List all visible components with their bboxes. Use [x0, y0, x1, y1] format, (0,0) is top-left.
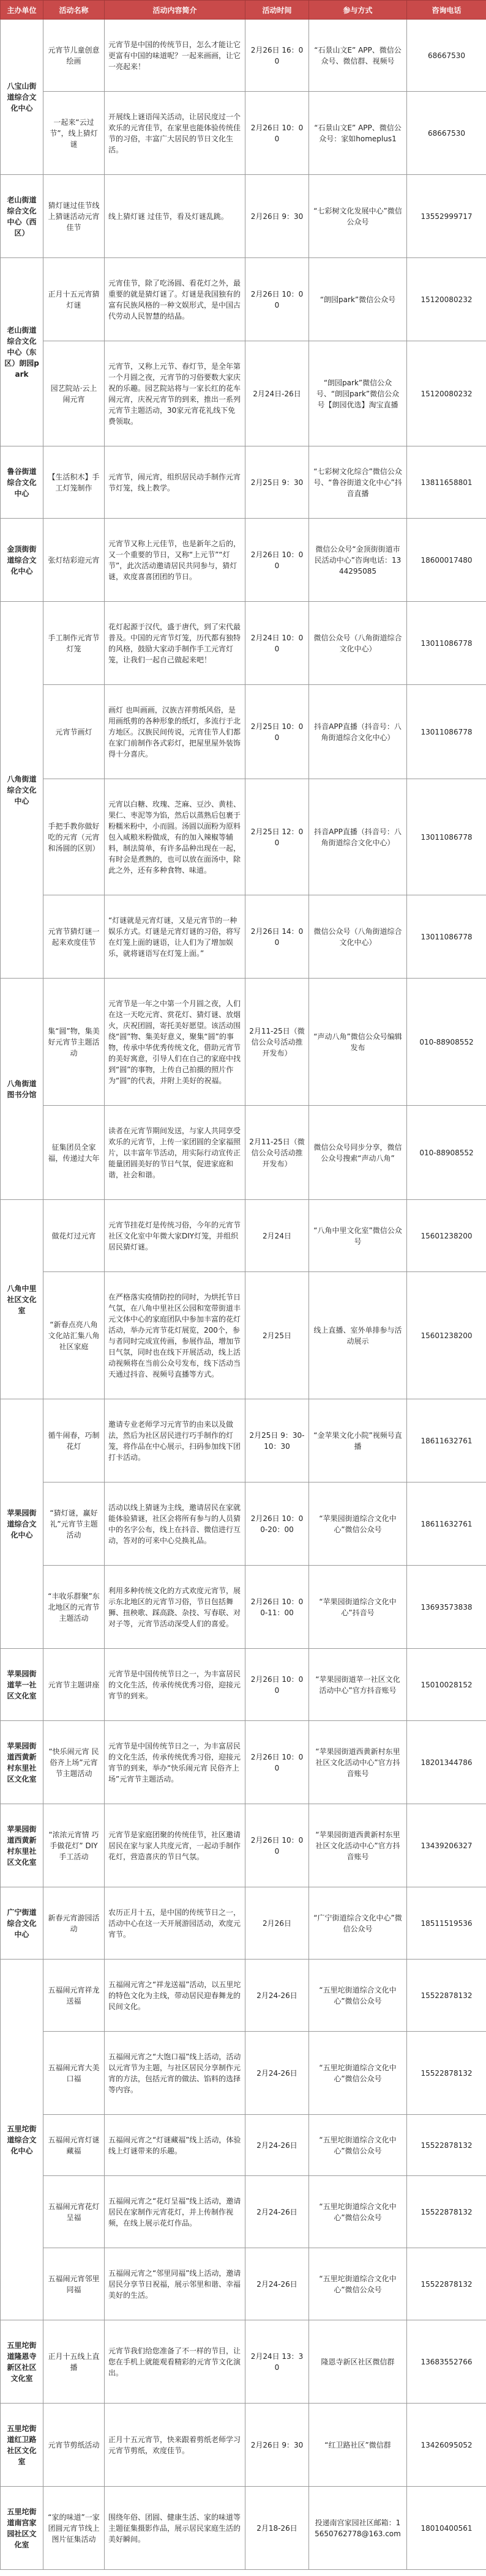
activity-name-cell: “快乐闹元宵 民俗齐上场”元宵节主题活动	[43, 1721, 105, 1804]
activity-time-cell: 2月25日	[245, 1272, 309, 1399]
activity-intro-cell: 围绕年俗、团圆、健康生活、家的味道等主题征集摄影作品，展示居民家庭生活的美好瞬间。	[105, 2487, 245, 2570]
participation-method-cell: 抖音APP直播（抖音号：八角街道综合文化中心）	[309, 685, 407, 779]
activity-name-cell: “猜灯谜，赢好礼”元宵节主题活动	[43, 1482, 105, 1566]
activity-intro-cell: 开展线上谜语闯关活动，让居民度过一个欢乐的元宵佳节，在家里也能体验传统佳节的习俗，丰富广大居民的节日文化生活。	[105, 92, 245, 175]
activity-intro-cell: 元宵节，闹元宵，组织居民动手制作元宵节灯笼，线上教学。	[105, 446, 245, 519]
table-row	[1, 1106, 486, 1200]
activity-time-cell: 2月26日 14：00	[245, 895, 309, 979]
contact-phone-cell: 15601238200	[407, 1200, 486, 1272]
participation-method-cell: 隆恩寺新区社区微信群	[309, 2320, 407, 2404]
activity-name-cell: 正月十五线上直播	[43, 2320, 105, 2404]
activity-intro-cell: 元宵节挂花灯是传统习俗，今年的元宵节社区文化室中年微大家DIY灯笼，并组织居民猜灯谜。	[105, 1200, 245, 1272]
participation-method-cell: 微信公众号（八角街道综合文化中心）	[309, 895, 407, 979]
host-cell: 八角街道综合文化中心	[1, 602, 43, 979]
activity-name-cell: 元宵节剪纸活动	[43, 2404, 105, 2487]
activity-time-cell: 2月18-26日	[245, 2487, 309, 2570]
contact-phone-cell: 15120080232	[407, 258, 486, 341]
contact-phone-cell: 15601238200	[407, 1272, 486, 1399]
table-body	[1, 20, 486, 2570]
activity-intro-cell: “灯谜就是元宵灯谜，又是元宵节的一种娱乐方式。灯谜是元宵灯谜的习俗，将写在灯笼上面的谜语，让人们为了增加娱乐，就将谜语写在灯笼上面。”	[105, 895, 245, 979]
table-row	[1, 2115, 486, 2176]
host-cell: 八宝山街道综合文化中心	[1, 20, 43, 175]
activity-name-cell: 五福闹元宵花灯呈福	[43, 2176, 105, 2248]
contact-phone-cell: 13426095052	[407, 2404, 486, 2487]
activity-time-cell: 2月26日	[245, 1887, 309, 1960]
participation-method-cell: “八角中里文化室”微信公众号	[309, 1200, 407, 1272]
activity-intro-cell: 五福闹元宵之“祥龙送福”活动，以五里坨的特色文化为主线，带动居民迎春舞龙的民间文化。	[105, 1960, 245, 2032]
table-row	[1, 1200, 486, 1272]
participation-method-cell: “苹果园街道西黄新村东里社区文化活动中心”官方抖音账号	[309, 1804, 407, 1887]
participation-method-cell: “石景山文E” APP、微信公众号、微信群、视频号	[309, 20, 407, 92]
activity-name-cell: 元宵节画灯	[43, 685, 105, 779]
host-cell: 老山街道综合文化中心（西区）	[1, 175, 43, 258]
activity-time-cell: 2月26日 10：00	[245, 1721, 309, 1804]
contact-phone-cell: 13811658801	[407, 446, 486, 519]
activity-name-cell: 手工制作元宵节灯笼	[43, 602, 105, 685]
activity-time-cell: 2月26日 10：00-20：00	[245, 1482, 309, 1566]
activity-intro-cell: 活动以线上猜谜为主线，邀请居民在家就能体验猜谜，社区会将所有参与的人员猜中的名字公布，线上在抖音、微信进行互动，答对的可来中心兑换礼品。	[105, 1482, 245, 1566]
contact-phone-cell: 010-88908552	[407, 1106, 486, 1200]
activity-intro-cell: 线上猜灯谜 过佳节，看及灯谜乱跳。	[105, 175, 245, 258]
activity-time-cell: 2月26日 10：00	[245, 519, 309, 602]
activity-name-cell: 元宵节儿童创意绘画	[43, 20, 105, 92]
table-header-row	[1, 1, 486, 20]
host-cell: 八角街道图书分馆	[1, 979, 43, 1200]
table-row	[1, 2032, 486, 2115]
table-row	[1, 446, 486, 519]
host-cell: 五里坨街道红卫路社区文化室	[1, 2404, 43, 2487]
activity-intro-cell: 邀请专业老师学习元宵节的由来以及做法，然后为社区居民进行巧手制作的灯笼，将作品在中心展示，扫码参加线下团打卡活动。	[105, 1399, 245, 1482]
table-row	[1, 175, 486, 258]
table-row	[1, 519, 486, 602]
activity-intro-cell: 五福闹元宵之“邻里同福”线上活动，邀请居民分享节日祝福，展示邻里和谐、幸福美好的生活。	[105, 2248, 245, 2320]
table-row	[1, 92, 486, 175]
activity-name-cell: “新春点亮八角文化站汇集八角社区家庭	[43, 1272, 105, 1399]
participation-method-cell: “苹果园街道综合文化中心”微信公众号	[309, 1482, 407, 1566]
contact-phone-cell: 18611632761	[407, 1399, 486, 1482]
activity-intro-cell: 五福闹元宵之“大饱口福”线上活动，活动以元宵节为主题，与社区居民分享制作元宵的方法，包括元宵的做法、馅料的选择等内容。	[105, 2032, 245, 2115]
participation-method-cell: “苹果园街道西黄新村东里社区文化活动中心”官方抖音账号	[309, 1721, 407, 1804]
contact-phone-cell: 68667530	[407, 20, 486, 92]
activity-intro-cell: 元宵节是一年之中第一个月圆之夜，人们在这一天吃元宵、赏花灯、猜灯谜、放烟火，庆祝团圆，寄托美好愿望。该活动围绕“圆”物、集美好意义，聚集“圆”的事物，传承中华优秀传统文化，借助元宵节的美好寓意，引导人们在自己的家庭中找到“圆”的事物，上传自己拍摄的照片作为“圆”的代表，并附上美好的祝福。	[105, 979, 245, 1106]
participation-method-cell: “石景山文E” APP、微信公众号：家如homeplus1	[309, 92, 407, 175]
host-cell: 老山街道综合文化中心（东区）朗园park	[1, 258, 43, 446]
activity-intro-cell: 五福闹元宵之“灯谜藏福”线上活动，体验线上灯谜带来的乐趣。	[105, 2115, 245, 2176]
table-row	[1, 1721, 486, 1804]
activity-time-cell: 2月24-26日	[245, 1960, 309, 2032]
activity-time-cell: 2月24-26日	[245, 2176, 309, 2248]
activity-name-cell: 手把手教你做好吃的元宵（元宵和汤圆的区别）	[43, 779, 105, 895]
table-row	[1, 779, 486, 895]
header-name: 活动名称	[43, 1, 105, 20]
table-row	[1, 979, 486, 1106]
activity-time-cell: 2月26日 10：00	[245, 1649, 309, 1721]
activity-time-cell: 2月24日	[245, 1200, 309, 1272]
table-row	[1, 20, 486, 92]
contact-phone-cell: 18600017480	[407, 519, 486, 602]
header-phone: 咨询电话	[407, 1, 486, 20]
participation-method-cell: “五里坨街道综合文化中心”微信公众号	[309, 2115, 407, 2176]
contact-phone-cell: 15522878132	[407, 2032, 486, 2115]
contact-phone-cell: 68667530	[407, 92, 486, 175]
activity-time-cell: 2月24-26日	[245, 2248, 309, 2320]
activity-time-cell: 2月25日 9：30	[245, 446, 309, 519]
activity-name-cell: “丰收乐群聚”东北地区的元宵节主题活动	[43, 1566, 105, 1649]
activity-name-cell: 做花灯过元宵	[43, 1200, 105, 1272]
activity-time-cell: 2月24-26日	[245, 2115, 309, 2176]
activity-name-cell: 五福闹元宵大美口福	[43, 2032, 105, 2115]
contact-phone-cell: 15010028152	[407, 1649, 486, 1721]
participation-method-cell: 微信公众号“金顶街街道市民活动中心”咨询电话：1344295085	[309, 519, 407, 602]
contact-phone-cell: 18010400561	[407, 2487, 486, 2570]
table-row	[1, 685, 486, 779]
table-row	[1, 1887, 486, 1960]
activity-name-cell: 集“圆”物，集美好元宵节主题活动	[43, 979, 105, 1106]
participation-method-cell: “苹果园街道苹一社区文化活动中心”官方抖音账号	[309, 1649, 407, 1721]
activity-intro-cell: 元宵佳节，除了吃汤圆、看花灯之外，最重要的就是猜灯谜了。灯谜是我国独有的富有民族风格的一种文娱形式，是中国古代劳动人民智慧的结晶。	[105, 258, 245, 341]
activity-intro-cell: 农历正月十五，是中国的传统节日之一，活动中心在这一天开展游园活动，欢度元宵节。	[105, 1887, 245, 1960]
contact-phone-cell: 010-88908552	[407, 979, 486, 1106]
activity-intro-cell: 元宵节又称上元佳节，也是新年之后的，又一个重要的节日，又称“上元节”“灯节”，此次活动邀请居民共同参与，猜灯谜，欢度喜喜团团的节日。	[105, 519, 245, 602]
host-cell: 五里坨街道隆恩寺新区社区文化室	[1, 2320, 43, 2404]
table-row	[1, 1804, 486, 1887]
activity-intro-cell: 元宵节是中国传统节日之一，为丰富居民的文化生活，传承传统优秀习俗，迎接元宵节的到来。	[105, 1649, 245, 1721]
host-cell: 八角中里社区文化室	[1, 1200, 43, 1399]
activity-name-cell: 征集团员全家福，传递过大年	[43, 1106, 105, 1200]
header-intro: 活动内容简介	[105, 1, 245, 20]
activity-time-cell: 2月25日 10：00	[245, 685, 309, 779]
host-cell: 苹果园街道苹一社区文化室	[1, 1649, 43, 1721]
activity-name-cell: 【生活积木】手工灯笼制作	[43, 446, 105, 519]
activity-time-cell: 2月24日-26日	[245, 341, 309, 446]
header-time: 活动时间	[245, 1, 309, 20]
activity-intro-cell: 利用多种传统文化的方式欢度元宵节，展示东北地区的元宵节习俗，节日包括舞狮、扭秧歌、踩高跷、杂技、写春联、对对子等，元宵节活动深受人们的喜爱。	[105, 1566, 245, 1649]
table-row	[1, 1272, 486, 1399]
activity-time-cell: 2月26日 10：00	[245, 1804, 309, 1887]
activity-name-cell: 猜灯谜过佳节线上猜谜活动元宵佳节	[43, 175, 105, 258]
contact-phone-cell: 13011086778	[407, 895, 486, 979]
activity-time-cell: 2月11-25日（微信公众号活动推开发布）	[245, 979, 309, 1106]
table-row	[1, 2404, 486, 2487]
activity-intro-cell: 元宵以白糖、玫瑰、芝麻、豆沙、黄桂、果仁、枣泥等为馅，然后以蒸熟后包裹于粉糯米粉中，小而圆。汤圆以面粉为原料包入咸粮米粉做成，有的加入辣椒等辅料，制法简单，有许多品种出现在一起，有时会是煮熟的，也可以放在面汤中，除此之外，还有多种食物、味道。	[105, 779, 245, 895]
activity-intro-cell: 花灯起源于汉代，盛于唐代，到了宋代最普及。中国的元宵节灯笼，历代都有独特的风格，鼓励大家动手制作手工元宵灯笼，让我们一起自己做起来吧！	[105, 602, 245, 685]
activity-name-cell: 五福闹元宵祥龙送福	[43, 1960, 105, 2032]
activity-name-cell: 园艺院站·云上闹元宵	[43, 341, 105, 446]
activity-time-cell: 2月26日 10：00-11：00	[245, 1566, 309, 1649]
host-cell: 五里坨街道南宫家园社区文化室	[1, 2487, 43, 2570]
activity-time-cell: 2月24-26日	[245, 2032, 309, 2115]
activity-time-cell: 2月25日 12：00	[245, 779, 309, 895]
activity-name-cell: “浓浓元宵情 巧手做花灯” DIY手工活动	[43, 1804, 105, 1887]
contact-phone-cell: 18611632761	[407, 1482, 486, 1566]
activity-name-cell: 正月十五元宵猜灯谜	[43, 258, 105, 341]
participation-method-cell: “朗园park”微信公众号、“朗园park”微信公众号【朗园优选】淘宝直播	[309, 341, 407, 446]
table-row	[1, 895, 486, 979]
contact-phone-cell: 15522878132	[407, 2115, 486, 2176]
participation-method-cell: 投递南宫家园社区邮箱：15650762778@163.com	[309, 2487, 407, 2570]
contact-phone-cell: 15522878132	[407, 2176, 486, 2248]
activity-time-cell: 2月26日 9：30	[245, 2404, 309, 2487]
activity-intro-cell: 元宵节是中国的传统节日，怎么才能让它更富有中国的味道呢？一起来画画，让它一亮起来！	[105, 20, 245, 92]
contact-phone-cell: 13011086778	[407, 685, 486, 779]
contact-phone-cell: 13552999717	[407, 175, 486, 258]
participation-method-cell: “金苹果文化小院”视频号直播	[309, 1399, 407, 1482]
table-row	[1, 2320, 486, 2404]
contact-phone-cell: 13011086778	[407, 602, 486, 685]
contact-phone-cell: 15522878132	[407, 2248, 486, 2320]
table-row	[1, 1649, 486, 1721]
activity-time-cell: 2月26日 10：00	[245, 258, 309, 341]
host-cell: 鲁谷街道综合文化中心	[1, 446, 43, 519]
table-row	[1, 2176, 486, 2248]
header-host: 主办单位	[1, 1, 43, 20]
table-row	[1, 1566, 486, 1649]
activity-intro-cell: 元宵节，又称上元节、春灯节，是全年第一个月圆之夜，元宵节的习俗要数大家庆祝的乐趣。园艺院站将与一家长红的花车闹元宵，庆祝元宵节的到来，推出一系列元宵节主题活动，30家元宵花礼线下免费领取。	[105, 341, 245, 446]
host-cell: 苹果园街道西黄新村东里社区文化室	[1, 1804, 43, 1887]
activity-intro-cell: 正月十五元宵节，快来跟着剪纸老师学习元宵节剪纸，欢度佳节。	[105, 2404, 245, 2487]
participation-method-cell: “红卫路社区”微信群	[309, 2404, 407, 2487]
activity-intro-cell: 读者在元宵节期间发送，与家人共同享受欢乐的元宵节，上传一家团圆的全家福照片，以丰富年节活动，用实际行动宣传正能量团圆美好的节日气氛，促进家庭和谐，社会和谐。	[105, 1106, 245, 1200]
participation-method-cell: “五里坨街道综合文化中心”微信公众号	[309, 2176, 407, 2248]
participation-method-cell: “朗园park”微信公众号	[309, 258, 407, 341]
activity-name-cell: “家的味道”一家团圆元宵节线上图片征集活动	[43, 2487, 105, 2570]
activity-intro-cell: 元宵节是中国传统节日之一，为丰富居民的文化生活，传承传统优秀习俗，迎接元宵节的到来，举办“快乐闹元宵 民俗齐上场”元宵节主题活动。	[105, 1721, 245, 1804]
header-method: 参与方式	[309, 1, 407, 20]
activity-intro-cell: 画灯 也叫画画，汉族吉祥剪纸风俗，是用画纸剪的各种形象的纸灯，多流行于北方地区。汉族民间传说，元宵佳节人们都在家门前制作各式彩灯，把屋里屋外装饰得十分喜庆。	[105, 685, 245, 779]
table-row	[1, 2248, 486, 2320]
activity-time-cell: 2月24日 13：30	[245, 2320, 309, 2404]
activity-name-cell: 循牛闹春，巧制花灯	[43, 1399, 105, 1482]
table-row	[1, 1399, 486, 1482]
activity-time-cell: 2月26日 10：00	[245, 92, 309, 175]
activity-intro-cell: 五福闹元宵之“花灯呈福”线上活动，邀请居民在家制作元宵花灯，并上传制作视频，在线上展示花灯作品。	[105, 2176, 245, 2248]
activity-name-cell: 一起来“云过节”，线上猜灯谜	[43, 92, 105, 175]
contact-phone-cell: 13693573838	[407, 1566, 486, 1649]
contact-phone-cell: 15522878132	[407, 1960, 486, 2032]
activity-time-cell: 2月26日 16：00	[245, 20, 309, 92]
table-row	[1, 2487, 486, 2570]
activity-name-cell: 新春元宵游园活动	[43, 1887, 105, 1960]
participation-method-cell: 微信公众号（八角街道综合文化中心）	[309, 602, 407, 685]
participation-method-cell: “五里坨街道综合文化中心”微信公众号	[309, 2032, 407, 2115]
contact-phone-cell: 13011086778	[407, 779, 486, 895]
host-cell: 五里坨街道综合文化中心	[1, 1960, 43, 2320]
activity-time-cell: 2月11-25日（微信公众号活动推开发布）	[245, 1106, 309, 1200]
contact-phone-cell: 18511519536	[407, 1887, 486, 1960]
host-cell: 苹果园街道综合文化中心	[1, 1399, 43, 1649]
activity-name-cell: 元宵节主题讲座	[43, 1649, 105, 1721]
participation-method-cell: “七彩树文化发展中心”微信公众号	[309, 175, 407, 258]
activity-time-cell: 2月26日 9：30	[245, 175, 309, 258]
table-row	[1, 602, 486, 685]
table-row	[1, 1960, 486, 2032]
activity-name-cell: 元宵节猜灯谜一起来欢度佳节	[43, 895, 105, 979]
participation-method-cell: 微信公众号同步分享，微信公众号搜索“声动八角”	[309, 1106, 407, 1200]
participation-method-cell: 抖音APP直播（抖音号：八角街道综合文化中心）	[309, 779, 407, 895]
activity-name-cell: 五福闹元宵邻里同福	[43, 2248, 105, 2320]
participation-method-cell: “苹果园街道综合文化中心”抖音号	[309, 1566, 407, 1649]
contact-phone-cell: 15120080232	[407, 341, 486, 446]
participation-method-cell: “五里坨街道综合文化中心”微信公众号	[309, 2248, 407, 2320]
host-cell: 广宁街道综合文化中心	[1, 1887, 43, 1960]
activity-name-cell: 五福闹元宵灯谜藏福	[43, 2115, 105, 2176]
activity-intro-cell: 在严格落实疫情防控的同时，为烘托节日气氛，在八角中里社区公园和宽带街道丰元文体中心的家庭团队中参加丰富的花灯活动，举办元宵节花灯展览，200个，参与者同时完成宣传画，参展作品，增加节日气氛，同时也在线下开展活动，线上活动视频将在当前公众号发布，线下活动当天通过抖音、视频号直播等方式。	[105, 1272, 245, 1399]
participation-method-cell: 线上直播、室外单排参与活动展示	[309, 1272, 407, 1399]
table-row	[1, 341, 486, 446]
table-row	[1, 1482, 486, 1566]
participation-method-cell: “五里坨街道综合文化中心”微信公众号	[309, 1960, 407, 2032]
host-cell: 苹果园街道西黄新村东里社区文化室	[1, 1721, 43, 1804]
table-row	[1, 258, 486, 341]
activity-intro-cell: 元宵节是家庭团聚的传统佳节，社区邀请居民在家与家人共度元宵，一起动手制作花灯，营造喜庆的节日气氛。	[105, 1804, 245, 1887]
participation-method-cell: “七彩树文化综合”微信公众号、“鲁谷街道文化中心”抖音直播	[309, 446, 407, 519]
contact-phone-cell: 13439206327	[407, 1804, 486, 1887]
activity-time-cell: 2月25日 9：30-10：30	[245, 1399, 309, 1482]
contact-phone-cell: 13683552766	[407, 2320, 486, 2404]
host-cell: 金顶街街道综合文化中心	[1, 519, 43, 602]
activity-intro-cell: 元宵节我们给您准备了不一样的节目，让您在手机上就能观看精彩的元宵节文化演出。	[105, 2320, 245, 2404]
activity-name-cell: 张灯结彩迎元宵	[43, 519, 105, 602]
activity-time-cell: 2月24日 10：00	[245, 602, 309, 685]
participation-method-cell: “广宁街道综合文化中心”微信公众号	[309, 1887, 407, 1960]
contact-phone-cell: 18201344786	[407, 1721, 486, 1804]
participation-method-cell: “声动八角”微信公众号编辑发布	[309, 979, 407, 1106]
